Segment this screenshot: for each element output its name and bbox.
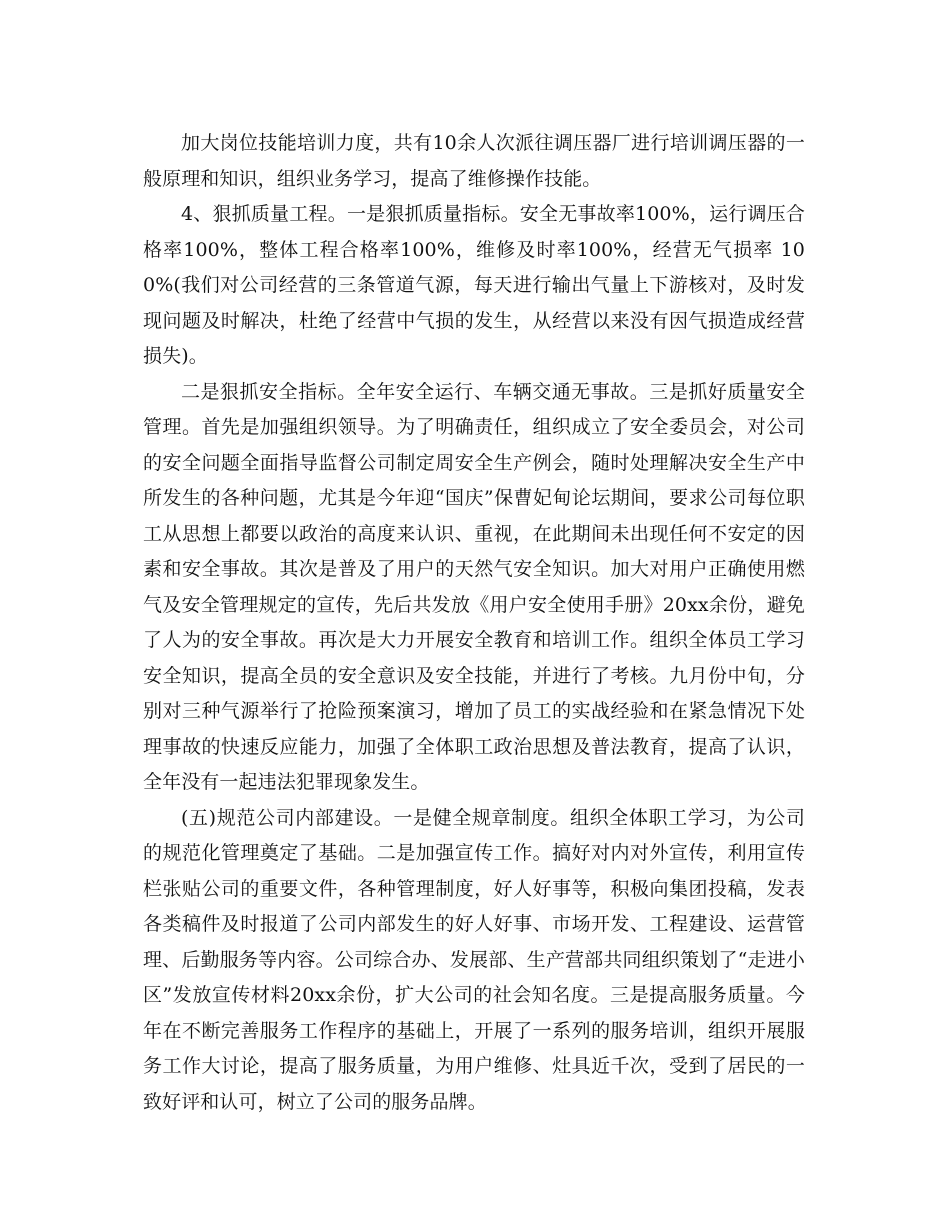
document-body — [143, 126, 805, 1120]
paragraph-safety-indicators: 二是狠抓安全指标。全年安全运行、车辆交通无事故。三是抓好质量安全管理。首先是加强组织领导。为了明确责任，组织成立了安全委员会，对公司的安全问题全面指导监督公司制定周安全生产例会，随时处理解决安全生产中所发生的各种问题，尤其是今年迎“国庆”保曹妃甸论坛期间，要求公司每位职工从思想上都要以政治的高度来认识、重视，在此期间未出现任何不安定的因素和安全事故。其次是普及了用户的天然气安全知识。加大对用户正确使用燃气及安全管理规定的宣传，先后共发放《用户安全使用手册》20xx余份，避免了人为的安全事故。再次是大力开展安全教育和培训工作。组织全体员工学习安全知识，提高全员的安全意识及安全技能，并进行了考核。九月份中旬，分别对三种气源举行了抢险预案演习，增加了员工的实战经验和在紧急情况下处理事故的快速反应能力，加强了全体职工政治思想及普法教育，提高了认识，全年没有一起违法犯罪现象发生。 — [143, 380, 805, 793]
paragraph-training: 加大岗位技能培训力度，共有10余人次派往调压器厂进行培训调压器的一般原理和知识，组织业务学习，提高了维修操作技能。 — [143, 132, 805, 190]
paragraph-quality-project: 4、狠抓质量工程。一是狠抓质量指标。安全无事故率100%，运行调压合格率100%，整体工程合格率100%，维修及时率100%，经营无气损率 100%(我们对公司经营的三条管道气源，每天进行输出气量上下游核对，及时发现问题及时解决，杜绝了经营中气损的发生，从经营以来没有因气损造成经营损失)。 — [143, 203, 805, 367]
paragraph-internal-construction: (五)规范公司内部建设。一是健全规章制度。组织全体职工学习，为公司的规范化管理奠定了基础。二是加强宣传工作。搞好对内对外宣传，利用宣传栏张贴公司的重要文件，各种管理制度，好人好事等，积极向集团投稿，发表各类稿件及时报道了公司内部发生的好人好事、市场开发、工程建设、运营管理、后勤服务等内容。公司综合办、发展部、生产营部共同组织策划了“走进小区”发放宣传材料20xx余份，扩大公司的社会知名度。三是提高服务质量。今年在不断完善服务工作程序的基础上，开展了一系列的服务培训，组织开展服务工作大讨论，提高了服务质量，为用户维修、灶具近千次，受到了居民的一致好评和认可，树立了公司的服务品牌。 — [143, 806, 805, 1113]
